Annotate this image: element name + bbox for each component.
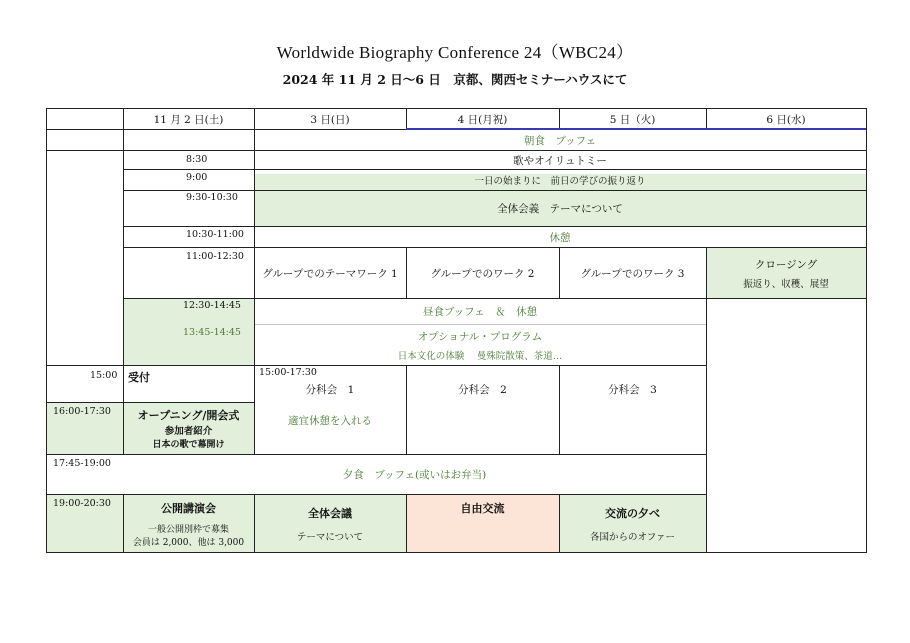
- reception-cell: 受付: [128, 371, 150, 384]
- day-header-5: 6 日(水): [766, 113, 806, 126]
- break-cell: 休憩: [549, 231, 571, 244]
- time-1600: 16:00-17:30: [53, 406, 111, 417]
- breakout-2-cell: 分科会 2: [458, 383, 507, 396]
- breakout-3-cell: 分科会 3: [608, 383, 657, 396]
- public-lecture-line1: 一般公開別枠で募集: [147, 524, 229, 535]
- general-meeting-title: 全体会議: [308, 506, 352, 520]
- day-header-3: 4 日(月祝): [457, 113, 508, 126]
- opening-line2: 日本の歌で幕開け: [152, 439, 225, 450]
- public-lecture-line2: 会員は 2,000、他は 3,000: [132, 537, 245, 548]
- time-1900: 19:00-20:30: [53, 498, 111, 509]
- grid-line: [46, 365, 706, 366]
- opening-line1: 参加者紹介: [164, 425, 213, 437]
- general-meeting-cell: [254, 495, 406, 552]
- time-1745: 17:45-19:00: [53, 458, 111, 469]
- breakfast-cell: 朝食 ブッフェ: [523, 134, 597, 147]
- closing-subtitle: 振返り、収穫、展望: [743, 278, 829, 290]
- exchange-evening-subtitle: 各国からのオファー: [589, 531, 676, 543]
- time-0830: 8:30: [186, 154, 208, 165]
- breakout-1-cell: 分科会 1: [305, 383, 355, 396]
- page-title: Worldwide Biography Conference 24（WBC24）: [276, 43, 634, 62]
- time-1030: 10:30-11:00: [186, 229, 244, 240]
- closing-title: クロージング: [754, 258, 818, 271]
- exchange-evening-cell: [559, 495, 706, 552]
- dinner-cell: 夕食 ブッフェ(或いはお弁当): [342, 469, 487, 481]
- grid-line: [866, 108, 867, 553]
- day-header-1: 11 月 2 日(土): [153, 113, 224, 126]
- public-lecture-title: 公開講演会: [161, 501, 216, 515]
- closing-cell: [706, 248, 866, 298]
- time-1230: 12:30-14:45: [183, 300, 241, 311]
- general-meeting-subtitle: テーマについて: [296, 531, 364, 543]
- group-work-1-cell: グループでのテーマワーク 1: [262, 267, 398, 280]
- optional-program-title: オプショナル・プログラム: [417, 330, 543, 343]
- free-exchange-title: 自由交流: [460, 502, 505, 515]
- grid-line: [46, 108, 47, 553]
- exchange-evening-title: 交流の夕べ: [605, 506, 660, 520]
- session-time: 15:00-17:30: [259, 367, 317, 378]
- lunch-cell: 昼食ブッフェ ＆ 休憩: [422, 306, 538, 318]
- plenary-session-cell: 全体会義 テーマについて: [497, 203, 623, 215]
- group-work-3-cell: グループでのワーク 3: [580, 267, 685, 280]
- morning-review-cell: 一日の始まりに 前日の学びの振り返り: [474, 176, 646, 187]
- time-1345: 13:45-14:45: [183, 327, 241, 338]
- opening-cell: [123, 403, 254, 453]
- day-header-2: 3 日(日): [310, 113, 350, 126]
- time-1100: 11:00-12:30: [186, 251, 244, 262]
- optional-program-cell: [254, 325, 706, 365]
- public-lecture-cell: [123, 495, 254, 552]
- break-note: 適宜休憩を入れる: [288, 415, 372, 427]
- group-work-2-cell: グループでのワーク 2: [430, 267, 535, 280]
- opening-title: オープニング/開会式: [137, 408, 240, 422]
- day-header-4: 5 日（火): [609, 113, 656, 126]
- optional-program-detail: 日本文化の体験 曼殊院散策、茶道…: [397, 350, 563, 362]
- time-0930: 9:30-10:30: [186, 192, 238, 203]
- grid-line: [46, 552, 866, 553]
- time-1500: 15:00: [90, 370, 118, 381]
- page-subtitle: 2024 年 11 月 2 日～6 日 京都、関西セミナーハウスにて: [282, 72, 628, 87]
- song-eurythmy-cell: 歌やオイリュトミー: [513, 154, 607, 167]
- time-0900: 9:00: [186, 172, 208, 183]
- free-exchange-cell: [406, 500, 559, 516]
